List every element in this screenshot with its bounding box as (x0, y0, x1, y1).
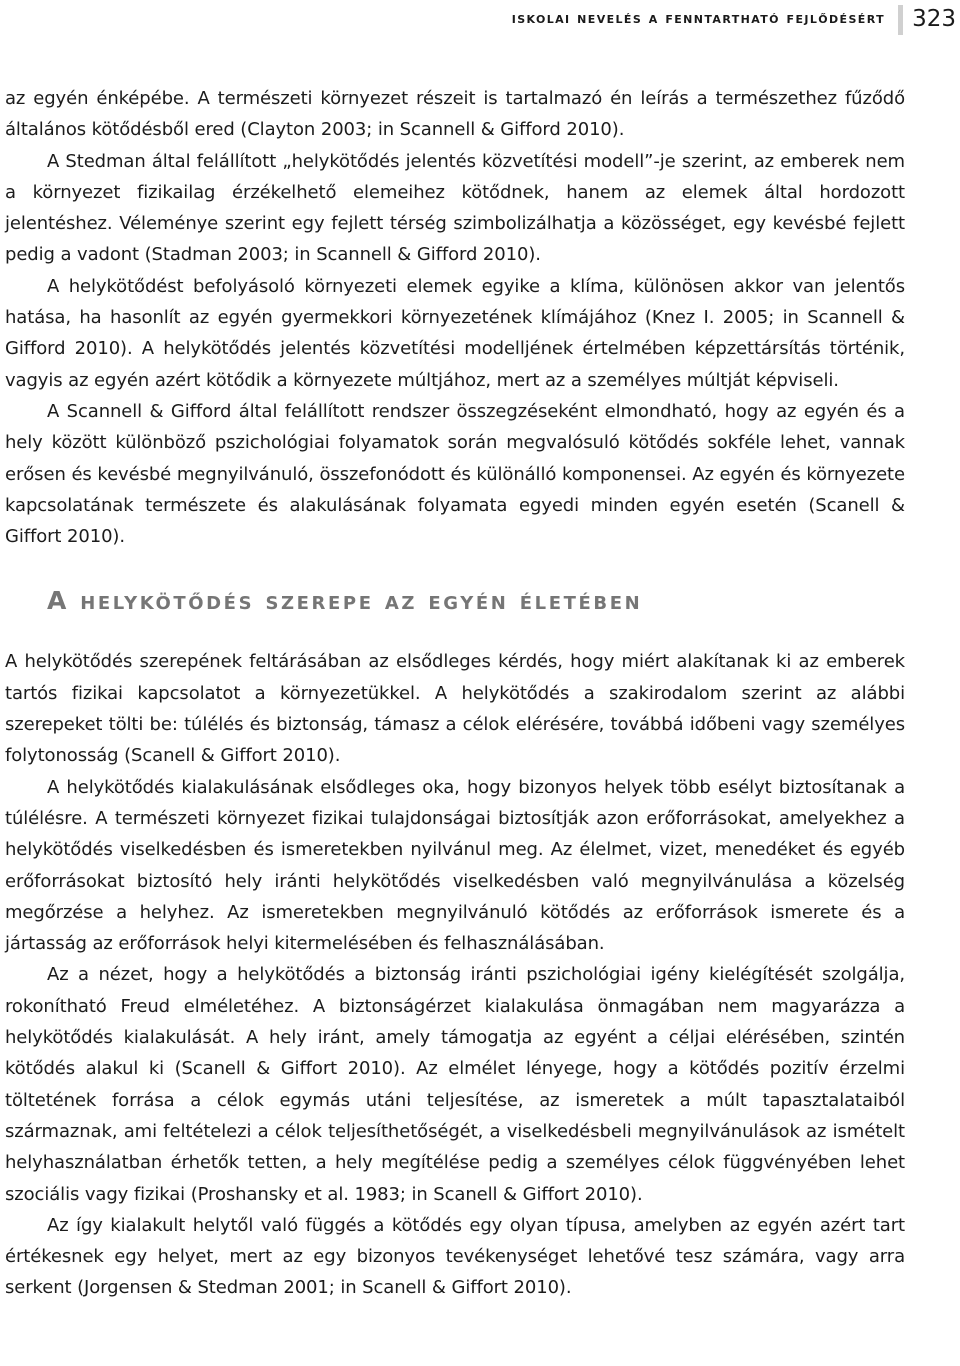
section-heading: A helykötődés szerepe az egyén életében (47, 586, 643, 616)
paragraph: A helykötődés kialakulásának elsődleges oka, hogy bizonyos helyek több esélyt biztosítanak a túlélésre. A természeti környezet fizikai tulajdonságai biztosítják azon erőforrásokat, amelyekhez a helykötődés viselkedésben és ismeretekben nyilvánul meg. Az élelmet, vizet, menedéket és egyéb erőforrásokat biztosító hely iránti helykötődés viselkedésben való megnyilvánulása a közelség megőrzése a helyhez. Az ismeretekben megnyilvánuló kötődés az erőforrások ismerete és a jártasság az erőforrások helyi kitermelésében és felhasználásában. (5, 776, 905, 955)
paragraph: A Stedman által felállított „helykötődés jelentés közvetítési modell”-je szerint, az emberek nem a környezet fizikailag érzékelhető elemeihez kötődnek, hanem az elemek által hordozott jelentéshez. Véleménye szerint egy fejlett térség szimbolizálhatja a közösséget, egy kevésbé fejlett pedig a vadont (Stadman 2003; in Scannell & Gifford 2010). (5, 150, 905, 266)
page-number: 323 (912, 6, 956, 32)
paragraph: Az a nézet, hogy a helykötődés a biztonság iránti pszichológiai igény kielégítését szolgálja, rokonítható Freud elméletéhez. A biztonságérzet kialakulása önmagában nem magyarázza a helykötődés kialakulását. A hely iránt, amely támogatja az egyént a céljai elérésében, szintén kötődés alakul ki (Scanell & Giffort 2010). Az elmélet lényege, hogy a kötődés pozitív érzelmi töltetének forrása a célok egymás utáni teljesítése, az ismeretek a múlt tapasztalataiból származnak, ami feltételezi a célok teljesíthetőségét, a viselkedésbeli megnyilvánulások az ismételt helyhasználatban érhetők tetten, a hely megítélése pedig a személyes célok függvényében lehet szociális vagy fizikai (Proshansky et al. 1983; in Scanell & Giffort 2010). (5, 964, 905, 1205)
paragraph: az egyén énképébe. A természeti környezet részeit is tartalmazó én leírás a természethez fűződő általános kötődésből ered (Clayton 2003; in Scannell & Gifford 2010). (5, 88, 905, 141)
running-title: iskolai nevelés a fenntartható fejlődésért (511, 9, 885, 27)
paragraph: A Scannell & Gifford által felállított rendszer összegzéseként elmondható, hogy az egyén és a hely között különböző pszichológiai folyamatok során megvalósuló kötődés sokféle lehet, vannak erősen és kevésbé megnyilvánuló, összefonódott és különálló komponensei. Az egyén és környezete kapcsolatának természete és alakulásának folyamata egyedi minden egyén esetén (Scanell & Giffort 2010). (5, 400, 905, 548)
paragraph: A helykötődés szerepének feltárásában az elsődleges kérdés, hogy miért alakítanak ki az emberek tartós fizikai kapcsolatot a környezetükkel. A helykötődés a szakirodalom szerint az alábbi szerepeket tölti be: túlélés és biztonság, támasz a célok elérésére, továbbá időbeni vagy személyes folytonosság (Scanell & Giffort 2010). (5, 651, 905, 767)
header-divider-bar (898, 5, 903, 35)
paragraph: A helykötődést befolyásoló környezeti elemek egyike a klíma, különösen akkor van jelentős hatása, ha hasonlít az egyén gyermekkori környezetének klímájához (Knez I. 2005; in Scannell & Gifford 2010). A helykötődés jelentés közvetítési modelljének értelmében képzettársítás történik, vagyis az egyén azért kötődik a környezete múltjához, mert az a személyes múltját képviseli. (5, 275, 905, 391)
running-header (0, 0, 960, 50)
paragraph: Az így kialakult helytől való függés a kötődés egy olyan típusa, amelyben az egyén azért tart értékesnek egy helyet, mert az egy bizonyos tevékenységet lehetővé tesz számára, vagy arra serkent (Jorgensen & Stedman 2001; in Scanell & Giffort 2010). (5, 1214, 905, 1299)
article-body (5, 83, 905, 1304)
